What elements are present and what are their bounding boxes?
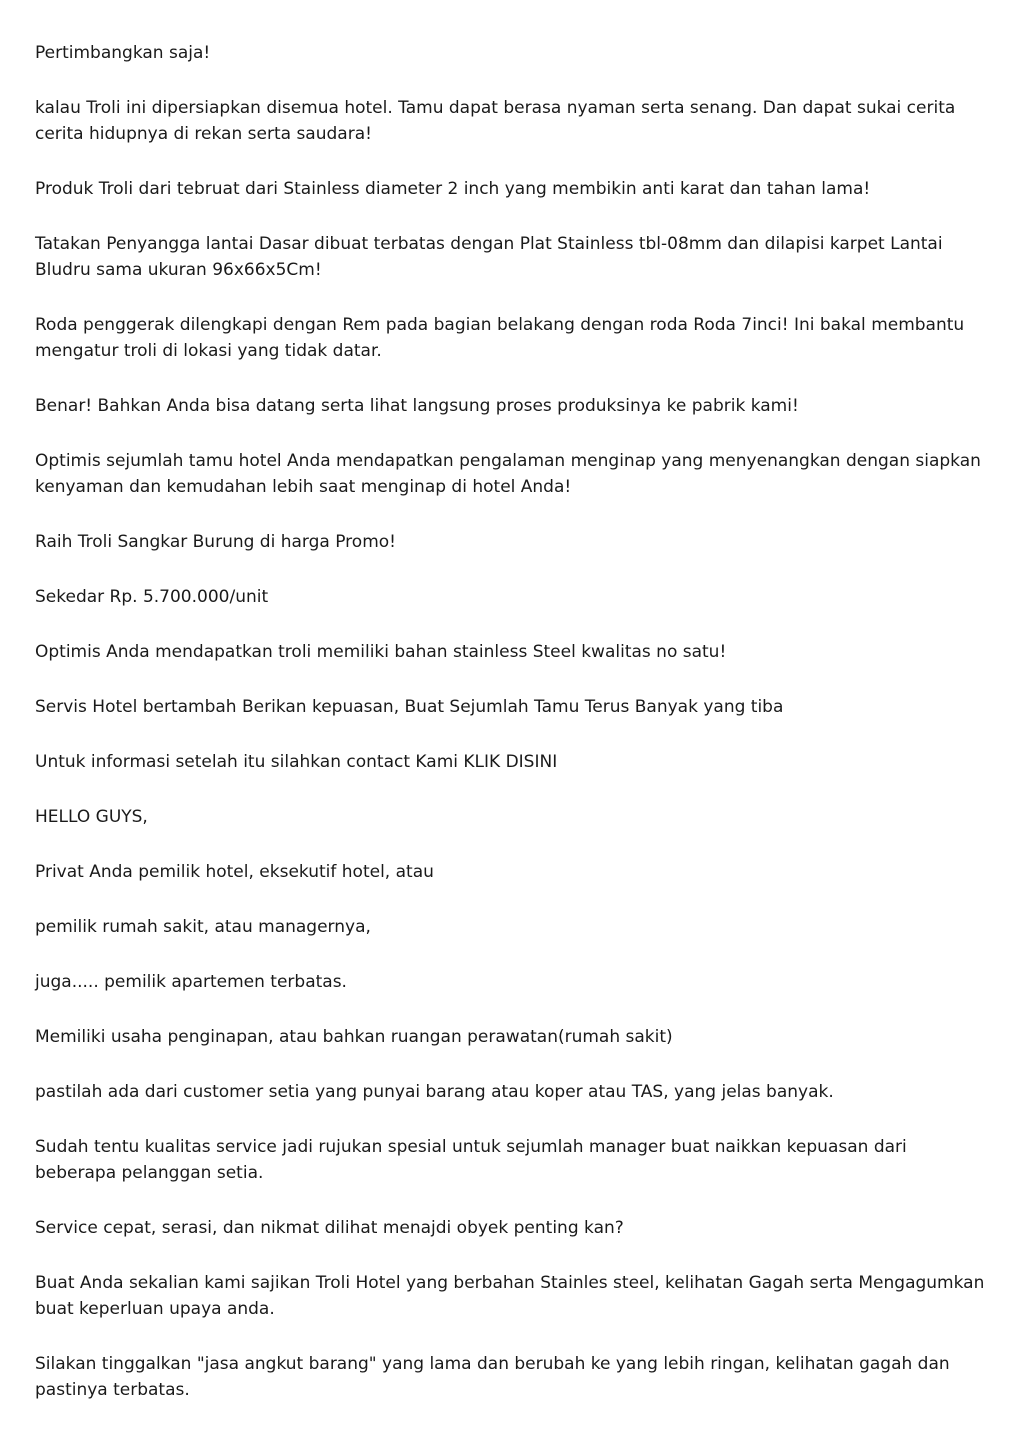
paragraph-6: Benar! Bahkan Anda bisa datang serta lihat langsung proses produksinya ke pabrik kami! xyxy=(35,396,799,416)
paragraph-19: Sudah tentu kualitas service jadi rujukan spesial untuk sejumlah manager buat naikkan kepuasan dari beberapa pelanggan setia. xyxy=(35,1137,907,1183)
paragraph-10: Optimis Anda mendapatkan troli memiliki bahan stainless Steel kwalitas no satu! xyxy=(35,642,727,662)
paragraph-18: pastilah ada dari customer setia yang punyai barang atau koper atau TAS, yang jelas banyak. xyxy=(35,1082,834,1102)
paragraph-15: pemilik rumah sakit, atau managernya, xyxy=(35,917,371,937)
paragraph-16: juga..... pemilik apartemen terbatas. xyxy=(35,972,347,992)
paragraph-3: Produk Troli dari tebruat dari Stainless diameter 2 inch yang membikin anti karat dan tahan lama! xyxy=(35,179,871,199)
paragraph-22: Silakan tinggalkan "jasa angkut barang" yang lama dan berubah ke yang lebih ringan, kelihatan gagah dan pastinya terbatas. xyxy=(35,1354,950,1400)
greeting-paragraph: HELLO GUYS, xyxy=(35,807,148,827)
paragraph-5: Roda penggerak dilengkapi dengan Rem pada bagian belakang dengan roda Roda 7inci! Ini bakal membantu mengatur troli di lokasi yang tidak datar. xyxy=(35,315,965,361)
paragraph-7: Optimis sejumlah tamu hotel Anda mendapatkan pengalaman menginap yang menyenangkan dengan siapkan kenyaman dan kemudahan lebih saat menginap di hotel Anda! xyxy=(35,451,981,497)
paragraph-11: Servis Hotel bertambah Berikan kepuasan, Buat Sejumlah Tamu Terus Banyak yang tiba xyxy=(35,697,784,717)
paragraph-20: Service cepat, serasi, dan nikmat dilihat menajdi obyek penting kan? xyxy=(35,1218,624,1238)
contact-paragraph: Untuk informasi setelah itu silahkan contact Kami KLIK DISINI xyxy=(35,752,558,772)
paragraph-21: Buat Anda sekalian kami sajikan Troli Hotel yang berbahan Stainles steel, kelihatan Gagah serta Mengagumkan buat keperluan upaya anda. xyxy=(35,1273,985,1319)
paragraph-14: Privat Anda pemilik hotel, eksekutif hotel, atau xyxy=(35,862,434,882)
paragraph-17: Memiliki usaha penginapan, atau bahkan ruangan perawatan(rumah sakit) xyxy=(35,1027,673,1047)
paragraph-1: Pertimbangkan saja! xyxy=(35,43,211,63)
document-body xyxy=(35,40,985,1432)
paragraph-4: Tatakan Penyangga lantai Dasar dibuat terbatas dengan Plat Stainless tbl-08mm dan dilapisi karpet Lantai Bludru sama ukuran 96x66x5Cm! xyxy=(35,234,943,280)
paragraph-8: Raih Troli Sangkar Burung di harga Promo! xyxy=(35,532,396,552)
paragraph-2: kalau Troli ini dipersiapkan disemua hotel. Tamu dapat berasa nyaman serta senang. Dan dapat sukai cerita cerita hidupnya di rekan serta saudara! xyxy=(35,98,956,144)
price-paragraph: Sekedar Rp. 5.700.000/unit xyxy=(35,587,269,607)
